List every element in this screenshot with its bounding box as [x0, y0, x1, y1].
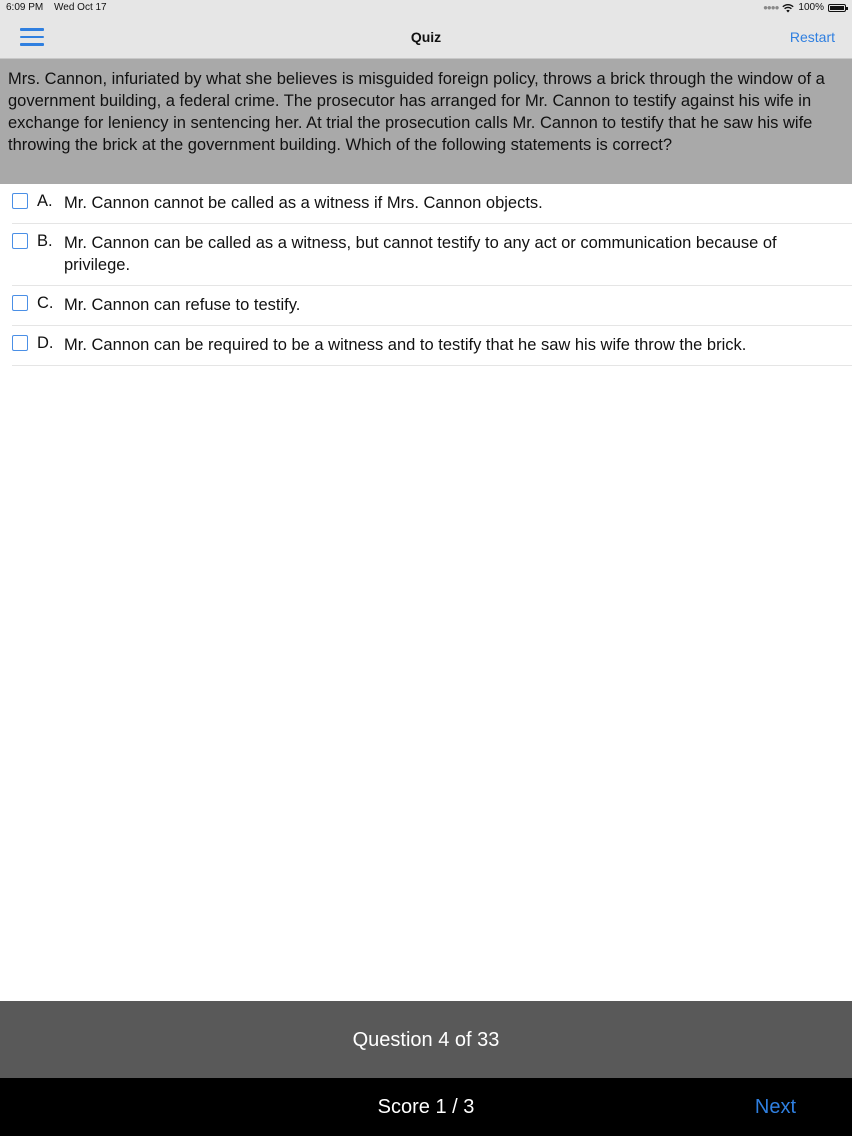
status-indicators [763, 2, 846, 13]
score-text: Score 1 / 3 [377, 1096, 475, 1118]
checkbox-icon[interactable] [12, 193, 28, 209]
answer-options [0, 184, 852, 366]
question-text: Mrs. Cannon, infuriated by what she believes is misguided foreign policy, throws a brick through the window of a government building, a federal crime. The prosecutor has arranged for Mr. Cannon to testify against his wife in exchange for leniency in sentencing her. At trial the prosecution calls Mr. Cannon to testify that he saw his wife throwing the brick at the government building. Which of the following statements is correct? [8, 70, 825, 154]
status-time: 6:09 PM [6, 2, 44, 13]
checkbox-icon[interactable] [12, 295, 28, 311]
option-text: Mr. Cannon can refuse to testify. [64, 296, 301, 314]
question-panel [0, 59, 852, 184]
battery-percent: 100% [798, 2, 824, 13]
option-d[interactable] [12, 326, 852, 366]
signal-dots-icon: ●●●● [763, 3, 779, 12]
question-progress-bar [0, 1001, 852, 1078]
option-a[interactable] [12, 184, 852, 224]
option-c[interactable] [12, 286, 852, 326]
question-progress-text: Question 4 of 33 [352, 1029, 500, 1051]
restart-button[interactable]: Restart [789, 29, 835, 45]
bottom-toolbar [0, 1078, 852, 1136]
option-letter: B. [37, 232, 53, 250]
status-bar [0, 0, 852, 16]
battery-icon [828, 4, 846, 12]
option-letter: C. [37, 294, 54, 312]
option-text: Mr. Cannon can be required to be a witness and to testify that he saw his wife throw the brick. [64, 336, 747, 354]
page-title: Quiz [410, 29, 442, 45]
option-text: Mr. Cannon cannot be called as a witness if Mrs. Cannon objects. [64, 194, 543, 212]
next-button[interactable]: Next [754, 1096, 796, 1118]
option-text: Mr. Cannon can be called as a witness, but cannot testify to any act or communication because of privilege. [64, 234, 777, 274]
checkbox-icon[interactable] [12, 233, 28, 249]
status-date: Wed Oct 17 [54, 2, 107, 13]
option-letter: A. [37, 192, 53, 210]
wifi-icon [782, 3, 794, 13]
option-letter: D. [37, 334, 54, 352]
nav-bar [0, 16, 852, 59]
checkbox-icon[interactable] [12, 335, 28, 351]
option-b[interactable] [12, 224, 852, 286]
